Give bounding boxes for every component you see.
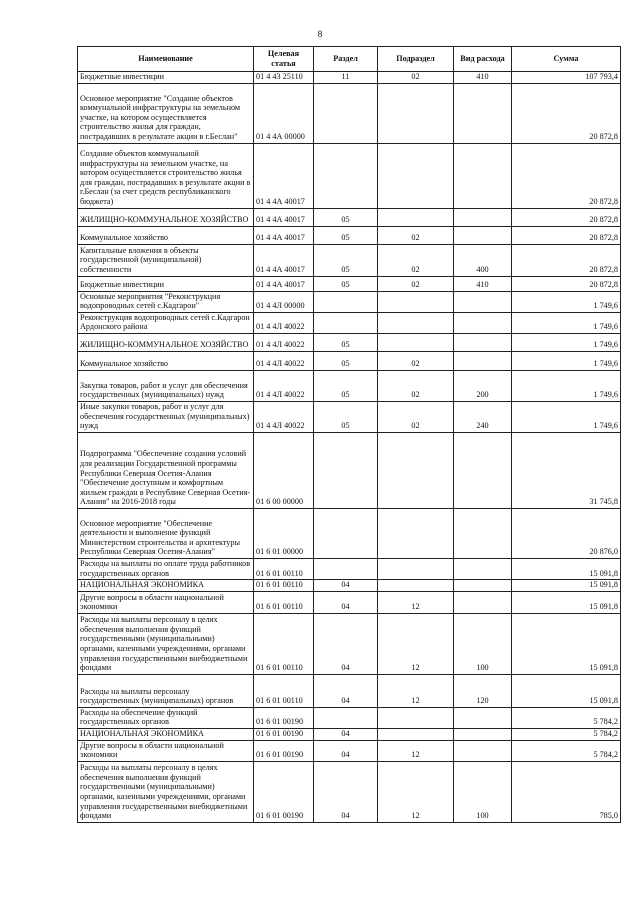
cell-subsection [378, 312, 454, 333]
table-row [78, 276, 621, 291]
cell-amount: 1 749,6 [512, 401, 621, 432]
table-row [78, 83, 621, 143]
cell-code: 01 6 01 00190 [254, 707, 314, 728]
cell-section: 05 [314, 226, 378, 244]
cell-expense-type: 400 [454, 244, 512, 276]
cell-subsection [378, 728, 454, 740]
cell-code: 01 6 01 00110 [254, 613, 314, 674]
cell-name: ЖИЛИЩНО-КОММУНАЛЬНОЕ ХОЗЯЙСТВО [78, 333, 254, 351]
cell-code: 01 4 4Л 00000 [254, 291, 314, 312]
cell-section: 04 [314, 580, 378, 592]
cell-subsection: 12 [378, 591, 454, 613]
cell-amount: 15 091,8 [512, 580, 621, 592]
cell-amount: 20 872,8 [512, 276, 621, 291]
cell-name: Расходы на выплаты персоналу в целях обеспечения выполнения функций государственными (муниципальными) органами, казенными учреждениями, органами управления государственными внебюджетными фондами [78, 613, 254, 674]
table-row [78, 312, 621, 333]
table-row [78, 72, 621, 84]
cell-section: 05 [314, 351, 378, 370]
table-row [78, 558, 621, 579]
cell-expense-type: 410 [454, 276, 512, 291]
cell-subsection [378, 291, 454, 312]
cell-expense-type [454, 83, 512, 143]
cell-name: Бюджетные инвестиции [78, 276, 254, 291]
table-row [78, 674, 621, 707]
cell-amount: 20 872,8 [512, 208, 621, 226]
cell-section [314, 291, 378, 312]
cell-section [314, 143, 378, 208]
cell-code: 01 6 01 00190 [254, 761, 314, 822]
cell-amount: 1 749,6 [512, 312, 621, 333]
cell-section [314, 312, 378, 333]
cell-expense-type: 410 [454, 72, 512, 84]
cell-code: 01 4 4Л 40022 [254, 401, 314, 432]
cell-amount: 20 872,8 [512, 226, 621, 244]
cell-name: НАЦИОНАЛЬНАЯ ЭКОНОМИКА [78, 728, 254, 740]
cell-code: 01 4 4Л 40022 [254, 351, 314, 370]
cell-expense-type [454, 208, 512, 226]
cell-subsection: 12 [378, 761, 454, 822]
cell-expense-type [454, 591, 512, 613]
cell-section: 05 [314, 333, 378, 351]
cell-expense-type [454, 728, 512, 740]
cell-subsection: 02 [378, 226, 454, 244]
table-row [78, 740, 621, 761]
cell-code: 01 4 4Л 40022 [254, 370, 314, 401]
cell-name: Другие вопросы в области национальной экономики [78, 740, 254, 761]
cell-name: Создание объектов коммунальной инфраструктуры на земельном участке, на котором осуществляется строительство жилья для граждан, пострадавших в результате акции в г.Беслан (за счет средств республиканского бюджета) [78, 143, 254, 208]
cell-expense-type [454, 333, 512, 351]
table-row [78, 401, 621, 432]
cell-expense-type [454, 351, 512, 370]
table-row [78, 707, 621, 728]
cell-expense-type [454, 508, 512, 558]
cell-section: 04 [314, 761, 378, 822]
cell-subsection: 02 [378, 72, 454, 84]
cell-code: 01 6 01 00190 [254, 728, 314, 740]
cell-name: Другие вопросы в области национальной экономики [78, 591, 254, 613]
table-row [78, 728, 621, 740]
cell-expense-type [454, 291, 512, 312]
header-name: Наименование [78, 47, 254, 72]
cell-section [314, 508, 378, 558]
cell-section: 05 [314, 244, 378, 276]
table-row [78, 351, 621, 370]
cell-expense-type [454, 312, 512, 333]
header-subsection: Подраздел [378, 47, 454, 72]
cell-subsection: 02 [378, 244, 454, 276]
cell-name: Реконструкция водопроводных сетей с.Кадгарон Ардонского района [78, 312, 254, 333]
cell-amount: 20 876,0 [512, 508, 621, 558]
cell-amount: 1 749,6 [512, 291, 621, 312]
cell-section: 04 [314, 728, 378, 740]
cell-amount: 15 091,8 [512, 613, 621, 674]
cell-subsection [378, 432, 454, 508]
cell-code: 01 6 01 00110 [254, 558, 314, 579]
cell-amount: 785,0 [512, 761, 621, 822]
cell-name: НАЦИОНАЛЬНАЯ ЭКОНОМИКА [78, 580, 254, 592]
cell-amount: 1 749,6 [512, 370, 621, 401]
cell-code: 01 4 4А 40017 [254, 208, 314, 226]
table-row [78, 432, 621, 508]
cell-name: Расходы на выплаты персоналу государственных (муниципальных) органов [78, 674, 254, 707]
cell-amount: 20 872,8 [512, 143, 621, 208]
cell-expense-type [454, 740, 512, 761]
table-row [78, 244, 621, 276]
cell-amount: 15 091,8 [512, 591, 621, 613]
cell-expense-type [454, 432, 512, 508]
cell-amount: 31 745,8 [512, 432, 621, 508]
cell-code: 01 4 4Л 40022 [254, 312, 314, 333]
table-row [78, 761, 621, 822]
cell-section: 05 [314, 370, 378, 401]
table-row [78, 580, 621, 592]
cell-subsection [378, 558, 454, 579]
cell-section [314, 558, 378, 579]
cell-amount: 5 784,2 [512, 728, 621, 740]
cell-name: Иные закупки товаров, работ и услуг для обеспечения государственных (муниципальных) нужд [78, 401, 254, 432]
cell-amount: 1 749,6 [512, 333, 621, 351]
cell-name: Коммунальное хозяйство [78, 351, 254, 370]
table-row [78, 613, 621, 674]
cell-expense-type [454, 558, 512, 579]
cell-code: 01 4 4А 40017 [254, 143, 314, 208]
cell-subsection [378, 83, 454, 143]
cell-expense-type: 240 [454, 401, 512, 432]
table-row [78, 208, 621, 226]
cell-code: 01 4 4А 40017 [254, 226, 314, 244]
cell-section: 11 [314, 72, 378, 84]
cell-amount: 15 091,8 [512, 674, 621, 707]
cell-code: 01 6 01 00110 [254, 580, 314, 592]
cell-name: Капитальные вложения в объекты государственной (муниципальной) собственности [78, 244, 254, 276]
cell-subsection [378, 208, 454, 226]
cell-section [314, 83, 378, 143]
table-row [78, 226, 621, 244]
cell-expense-type: 120 [454, 674, 512, 707]
cell-section: 04 [314, 591, 378, 613]
cell-section [314, 707, 378, 728]
table-row [78, 333, 621, 351]
header-expense-type: Вид расхода [454, 47, 512, 72]
cell-expense-type [454, 226, 512, 244]
cell-name: Основное мероприятие "Создание объектов коммунальной инфраструктуры на земельном участке, на котором осуществляется строительство жилья для граждан, пострадавших в результате акции в г.Беслан" [78, 83, 254, 143]
cell-code: 01 4 4Л 40022 [254, 333, 314, 351]
page-number: 8 [317, 30, 323, 40]
cell-subsection: 12 [378, 674, 454, 707]
table-body [78, 72, 621, 823]
header-section: Раздел [314, 47, 378, 72]
cell-subsection [378, 143, 454, 208]
cell-subsection: 02 [378, 351, 454, 370]
cell-name: Расходы на выплаты персоналу в целях обеспечения выполнения функций государственными (муниципальными) органами, казенными учреждениями, органами управления государственными внебюджетными фондами [78, 761, 254, 822]
header-code: Целевая статья [254, 47, 314, 72]
cell-expense-type [454, 143, 512, 208]
cell-section: 04 [314, 613, 378, 674]
cell-code: 01 6 01 00110 [254, 674, 314, 707]
cell-expense-type: 200 [454, 370, 512, 401]
cell-expense-type: 100 [454, 761, 512, 822]
cell-subsection [378, 333, 454, 351]
cell-section [314, 432, 378, 508]
cell-section: 05 [314, 208, 378, 226]
cell-amount: 20 872,8 [512, 83, 621, 143]
cell-name: Коммунальное хозяйство [78, 226, 254, 244]
cell-code: 01 6 01 00190 [254, 740, 314, 761]
cell-name: Основные мероприятия "Реконструкция водопроводных сетей с.Кадгарон" [78, 291, 254, 312]
cell-subsection [378, 580, 454, 592]
cell-code: 01 6 01 00110 [254, 591, 314, 613]
cell-section: 05 [314, 276, 378, 291]
cell-subsection: 02 [378, 276, 454, 291]
cell-amount: 20 872,8 [512, 244, 621, 276]
cell-subsection [378, 508, 454, 558]
table-header-row [78, 47, 621, 72]
cell-code: 01 4 4А 40017 [254, 244, 314, 276]
cell-name: Расходы на обеспечение функций государственных органов [78, 707, 254, 728]
cell-amount: 15 091,8 [512, 558, 621, 579]
table-row [78, 143, 621, 208]
cell-amount: 5 784,2 [512, 740, 621, 761]
table-row [78, 370, 621, 401]
cell-subsection: 12 [378, 613, 454, 674]
budget-table [77, 46, 621, 823]
table-row [78, 291, 621, 312]
header-amount: Сумма [512, 47, 621, 72]
cell-section: 05 [314, 401, 378, 432]
cell-section: 04 [314, 674, 378, 707]
cell-subsection: 12 [378, 740, 454, 761]
cell-subsection: 02 [378, 401, 454, 432]
cell-name: Закупка товаров, работ и услуг для обеспечения государственных (муниципальных) нужд [78, 370, 254, 401]
cell-code: 01 6 00 00000 [254, 432, 314, 508]
cell-code: 01 4 43 25110 [254, 72, 314, 84]
cell-amount: 1 749,6 [512, 351, 621, 370]
cell-subsection [378, 707, 454, 728]
cell-expense-type: 100 [454, 613, 512, 674]
cell-amount: 5 784,2 [512, 707, 621, 728]
cell-code: 01 6 01 00000 [254, 508, 314, 558]
cell-expense-type [454, 707, 512, 728]
cell-code: 01 4 4А 00000 [254, 83, 314, 143]
cell-code: 01 4 4А 40017 [254, 276, 314, 291]
cell-section: 04 [314, 740, 378, 761]
cell-amount: 107 793,4 [512, 72, 621, 84]
table-row [78, 591, 621, 613]
cell-expense-type [454, 580, 512, 592]
cell-name: Подпрограмма "Обеспечение создания условий для реализации Государственной программы Республики Северная Осетия-Алания "Обеспечение доступным и комфортным жильем граждан в Республике Северная Осетия-Алания" на 2016-2018 годы [78, 432, 254, 508]
cell-name: Основное мероприятие "Обеспечение деятельности и выполнение функций Министерством строительства и архитектуры Республики Северная Осетия-Алания" [78, 508, 254, 558]
cell-name: Бюджетные инвестиции [78, 72, 254, 84]
table-row [78, 508, 621, 558]
cell-name: ЖИЛИЩНО-КОММУНАЛЬНОЕ ХОЗЯЙСТВО [78, 208, 254, 226]
cell-subsection: 02 [378, 370, 454, 401]
cell-name: Расходы на выплаты по оплате труда работников государственных органов [78, 558, 254, 579]
